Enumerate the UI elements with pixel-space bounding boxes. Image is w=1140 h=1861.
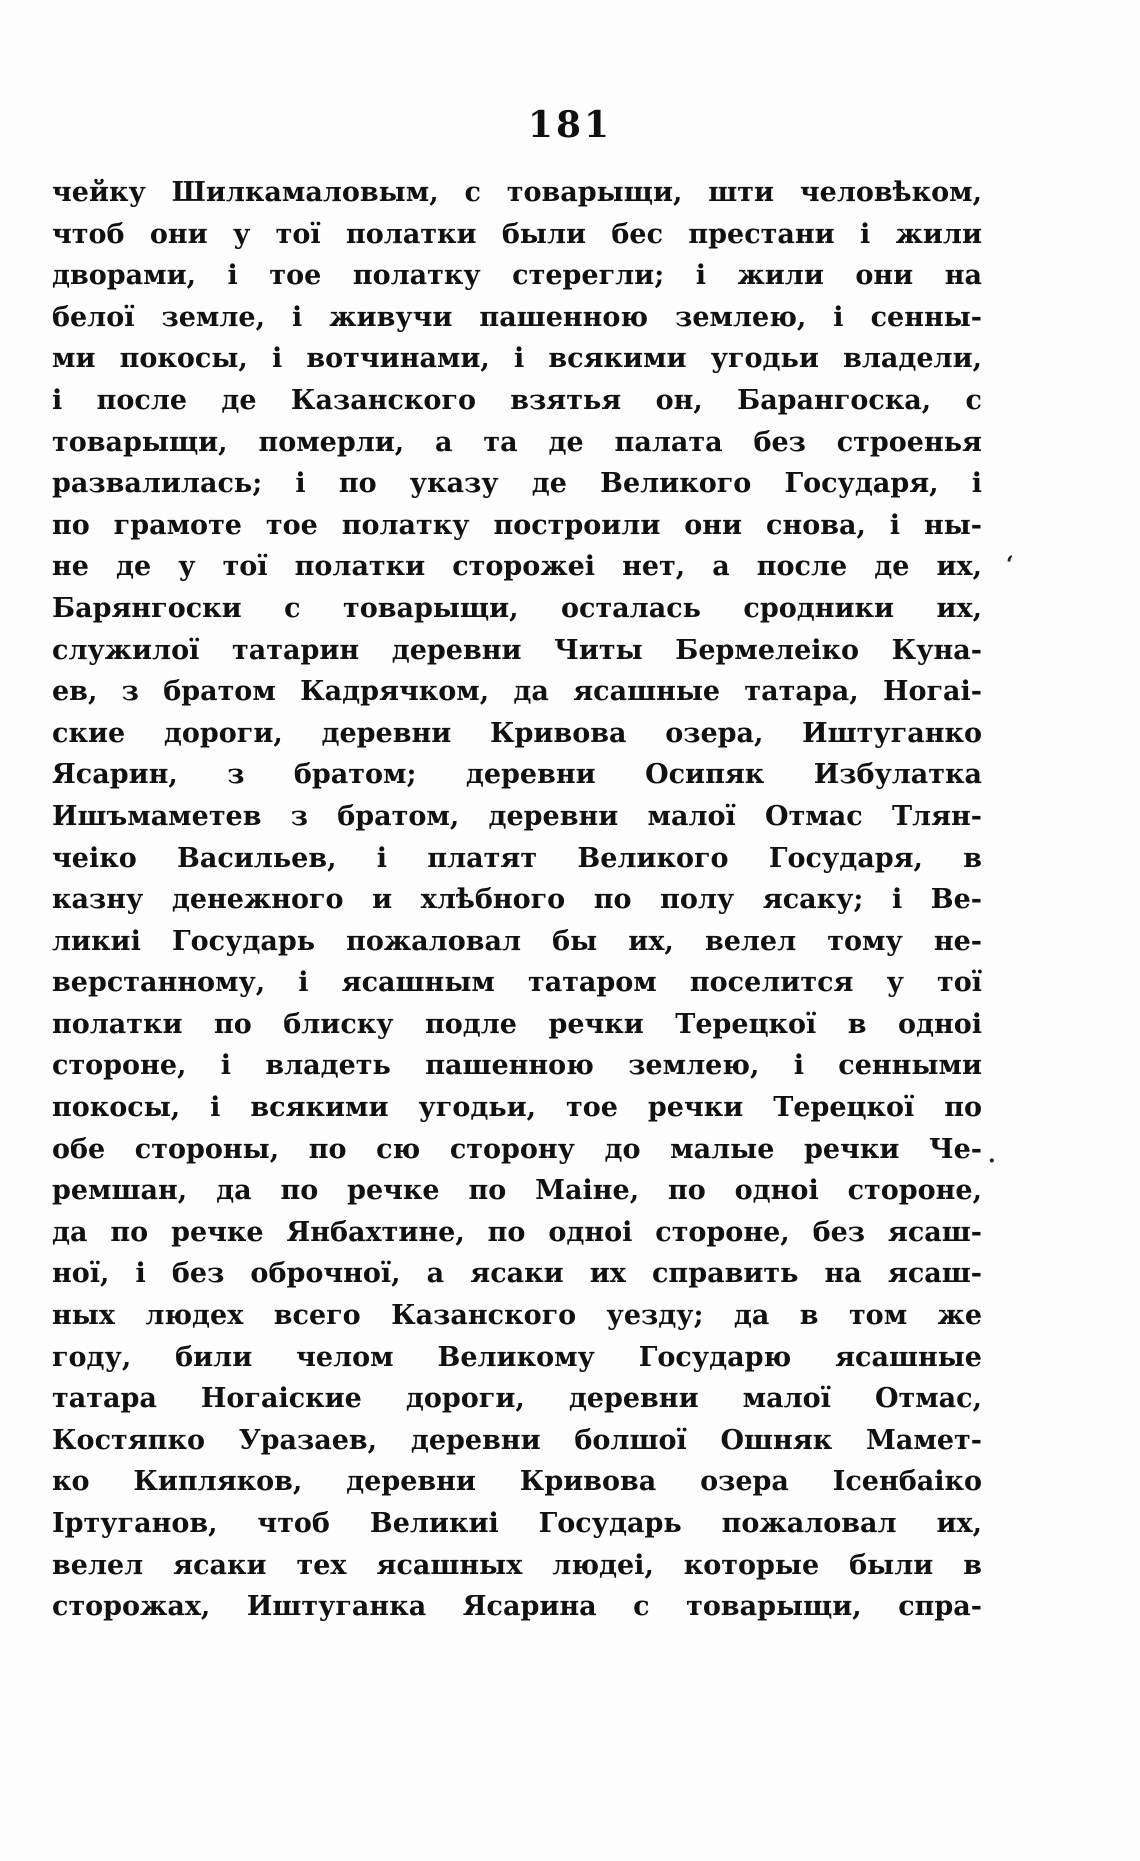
- text-line: чейку Шилкамаловым, с товарыщи, шти человѣком,: [52, 177, 982, 208]
- text-line: велел ясаки тех ясашных людеі, которые были в: [52, 1549, 982, 1581]
- text-line: ев, з братом Кадрячком, да ясашные татара, Ногаі-: [52, 676, 982, 708]
- text-line: ремшан, да по речке по Маіне, по однoі стороне,: [52, 1175, 982, 1207]
- margin-speck: ‘: [1006, 552, 1014, 578]
- text-line: Ишъмаметев з братом, деревни малої Отмас Тлян-: [52, 800, 982, 832]
- text-line: ми покосы, і вотчинами, і всякими угодьи владели,: [52, 343, 982, 375]
- text-line: по грамоте тое полатку построили они снова, і ны-: [52, 509, 982, 541]
- text-line: сторожах, Иштуганка Ясарина с товарыщи, спра-: [52, 1591, 982, 1623]
- text-line: ликиі Государь пожаловал бы их, велел тому не-: [52, 925, 982, 957]
- text-line: Костяпко Уразаев, деревни болшої Ошняк Мамет-: [52, 1424, 982, 1456]
- text-line: году, били челом Великому Государю ясашные: [52, 1341, 982, 1373]
- text-line: дворами, і тое полатку стерегли; і жили они на: [52, 260, 982, 292]
- text-line: не де у тої полатки сторожеі нет, а после де их,: [52, 551, 982, 583]
- text-line: обе стороны, по сю сторону до малые речки Че-: [52, 1133, 982, 1165]
- text-line: да по речке Янбахтине, по однoі стороне, без ясаш-: [52, 1216, 982, 1248]
- text-line: стороне, і владеть пашенною землею, і сенными: [52, 1050, 982, 1082]
- text-line: полатки по блиску подле речки Терецкої в однoі: [52, 1008, 982, 1040]
- text-line: чеіко Васильев, і платят Великого Государя, в: [52, 842, 982, 874]
- text-line: Барянгоски с товарыщи, осталась сродники их,: [52, 592, 982, 624]
- text-line: Іртуганов, чтоб Великиі Государь пожаловал их,: [52, 1508, 982, 1539]
- text-line: товарыщи, померли, а та де палата без строенья: [52, 426, 982, 458]
- text-line: ко Кипляков, деревни Кривова озера Ісенбаіко: [52, 1466, 982, 1498]
- text-line: верстанному, і ясашным татаром поселится у тої: [52, 967, 982, 999]
- text-line: і после де Казанского взятья он, Барангоска, с: [52, 384, 982, 416]
- text-line: ские дороги, деревни Кривова озера, Иштуганко: [52, 717, 982, 749]
- text-line: белої земле, і живучи пашенною землею, і сенны-: [52, 301, 982, 333]
- text-line: Ясарин, з братом; деревни Осипяк Избулатка: [52, 759, 982, 791]
- page-number: 181: [527, 104, 613, 146]
- body-text: [52, 172, 982, 1628]
- text-line: служилої татарин деревни Читы Бермелеіко Куна-: [52, 634, 982, 666]
- text-line: чтоб они у тої полатки были бес престани і жили: [52, 218, 982, 250]
- text-line: развалилась; і по указу де Великого Государя, і: [52, 468, 982, 500]
- text-line: татара Ногаіские дороги, деревни малої Отмас,: [52, 1383, 982, 1415]
- text-line: покосы, і всякими угодьи, тое речки Терецкої по: [52, 1092, 982, 1124]
- text-line: ных людех всего Казанского уезду; да в том же: [52, 1300, 982, 1332]
- text-line: казну денежного и хлѣбного по полу ясаку; і Ве-: [52, 884, 982, 916]
- margin-speck: ·: [988, 1148, 996, 1174]
- text-line: ної, і без оброчної, а ясаки их справить на ясаш-: [52, 1258, 982, 1290]
